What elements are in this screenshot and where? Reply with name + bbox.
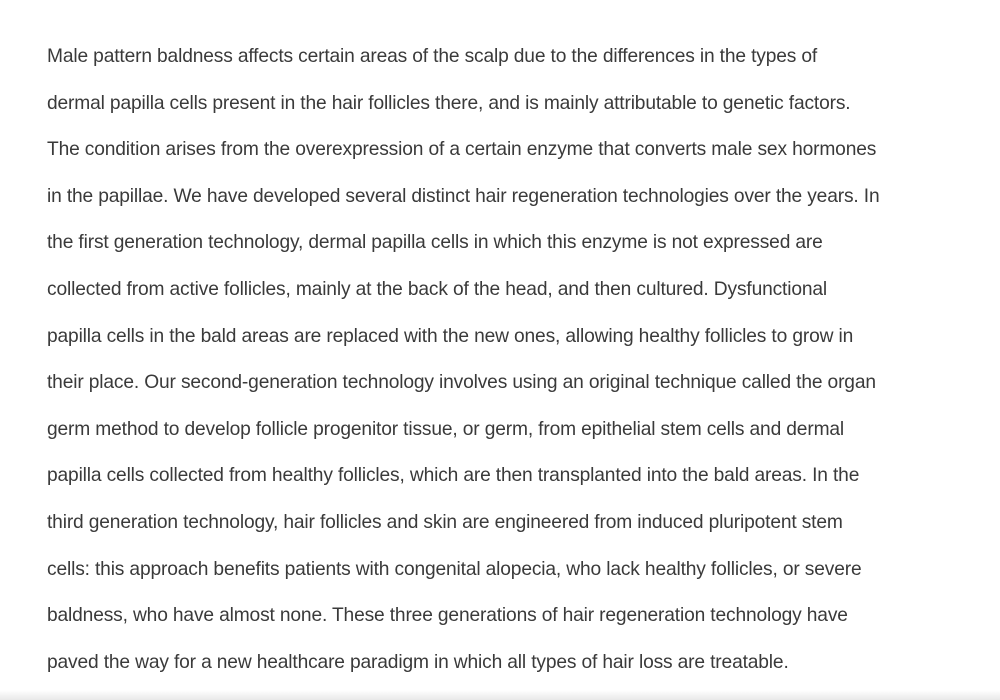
paragraph-line: third generation technology, hair follicles and skin are engineered from induced pluripotent stem (47, 511, 843, 533)
body-paragraph (47, 34, 967, 686)
paragraph-line: their place. Our second-generation technology involves using an original technique called the organ (47, 372, 876, 394)
paragraph-line: collected from active follicles, mainly at the back of the head, and then cultured. Dysfunctional (47, 278, 828, 300)
page-bottom-edge (0, 690, 1000, 700)
paragraph-line: cells: this approach benefits patients with congenital alopecia, who lack healthy follicles, or severe (47, 558, 862, 580)
paragraph-line: in the papillae. We have developed several distinct hair regeneration technologies over the years. In (47, 185, 880, 207)
paragraph-line: dermal papilla cells present in the hair follicles there, and is mainly attributable to genetic factors. (47, 92, 851, 114)
paragraph-line: The condition arises from the overexpression of a certain enzyme that converts male sex hormones (47, 139, 877, 161)
paragraph-line: papilla cells collected from healthy follicles, which are then transplanted into the bald areas. In the (47, 465, 860, 487)
paragraph-line: Male pattern baldness affects certain areas of the scalp due to the differences in the types of (47, 46, 818, 67)
paragraph-line: germ method to develop follicle progenitor tissue, or germ, from epithelial stem cells and dermal (47, 418, 845, 440)
paragraph-line: the first generation technology, dermal papilla cells in which this enzyme is not expressed are (47, 232, 823, 254)
paragraph-line: paved the way for a new healthcare paradigm in which all types of hair loss are treatable. (47, 651, 789, 673)
paragraph-line: papilla cells in the bald areas are replaced with the new ones, allowing healthy follicles to grow in (47, 325, 854, 347)
paragraph-line: baldness, who have almost none. These three generations of hair regeneration technology have (47, 605, 848, 627)
